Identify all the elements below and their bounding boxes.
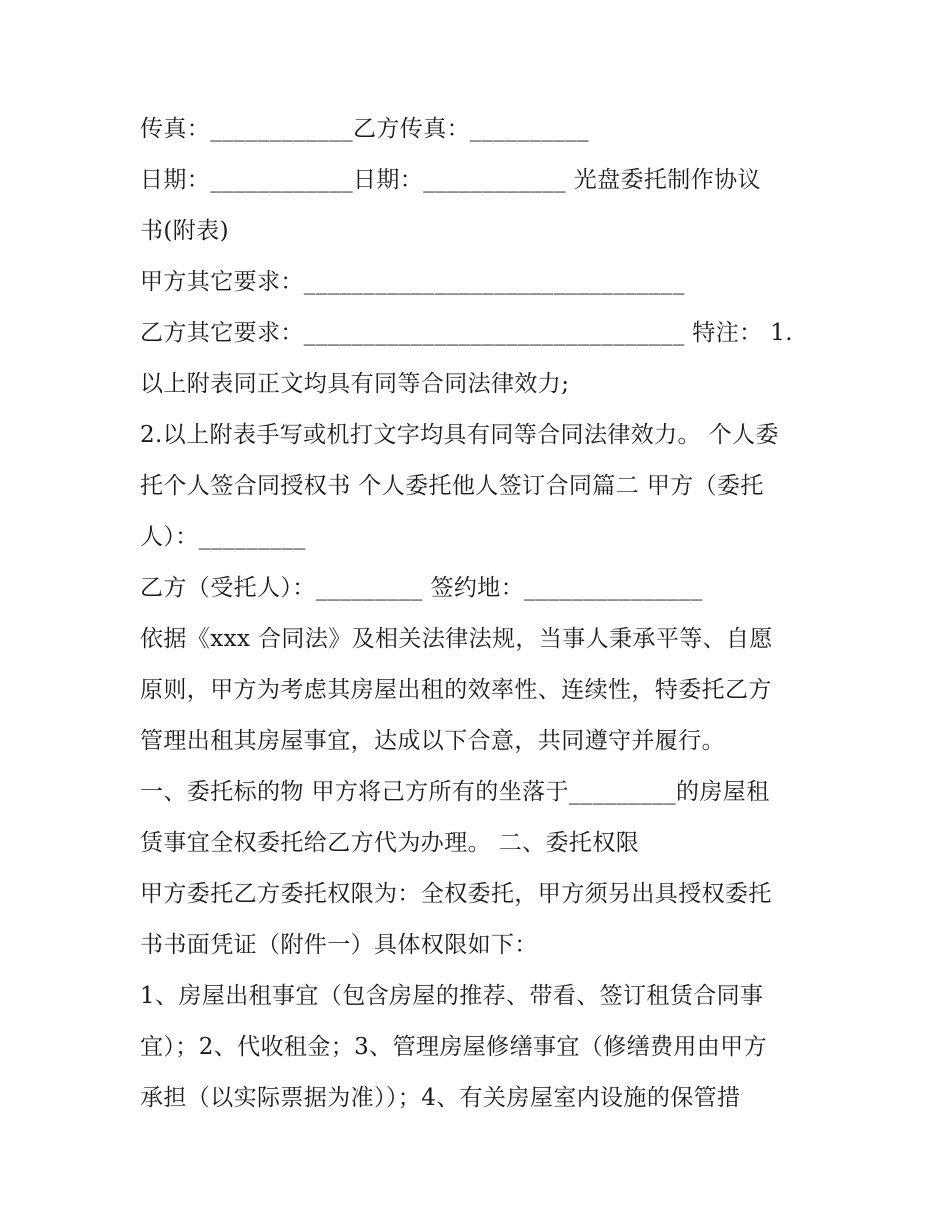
document-page <box>140 104 810 1124</box>
text-line-basis-2: 原则，甲方为考虑其房屋出租的效率性、连续性，特委托乙方 <box>140 677 772 703</box>
text-line-scope-1: 1、房屋出租事宜（包含房屋的推荐、带看、签订租赁合同事 <box>140 983 764 1009</box>
text-line-section-two-title: 托个人签合同授权书 个人委托他人签订合同篇二 甲方（委托 <box>140 473 764 499</box>
text-line-principal: 人）：_________ <box>140 524 306 550</box>
text-line-scope-3: 承担（以实际票据为准））；4、有关房屋室内设施的保管措 <box>140 1085 741 1111</box>
text-line-subject-1: 一、委托标的物 甲方将己方所有的坐落于_________的房屋租 <box>140 779 770 805</box>
text-line-authority-2: 书书面凭证（附件一）具体权限如下： <box>140 932 538 958</box>
text-line-basis-3: 管理出租其房屋事宜，达成以下合意，共同遵守并履行。 <box>140 728 725 754</box>
text-line-scope-2: 宜）；2、代收租金；3、管理房屋修缮事宜（修缮费用由甲方 <box>140 1034 767 1060</box>
text-line-party-b-requirements: 乙方其它要求：________________________________ 特注： 1. <box>140 320 793 346</box>
text-line-subject-2: 赁事宜全权委托给乙方代为办理。 二、委托权限 <box>140 830 640 856</box>
text-line-note-1: 以上附表同正文均具有同等合同法律效力; <box>140 371 570 397</box>
text-line-note-2: 2.以上附表手写或机打文字均具有同等合同法律效力。 个人委 <box>140 422 779 448</box>
text-line-party-a-requirements: 甲方其它要求：________________________________ <box>140 269 685 295</box>
text-line-date: 日期：____________日期：____________ 光盘委托制作协议 <box>140 167 761 193</box>
text-line-fax: 传真：____________乙方传真：__________ <box>140 116 589 142</box>
text-line-agent-and-place: 乙方（受托人）：_________ 签约地：_______________ <box>140 575 703 601</box>
text-line-appendix-title: 书(附表) <box>140 218 229 244</box>
text-line-authority-1: 甲方委托乙方委托权限为：全权委托，甲方须另出具授权委托 <box>140 881 772 907</box>
text-line-basis-1: 依据《xxx 合同法》及相关法律法规，当事人秉承平等、自愿 <box>140 626 773 652</box>
